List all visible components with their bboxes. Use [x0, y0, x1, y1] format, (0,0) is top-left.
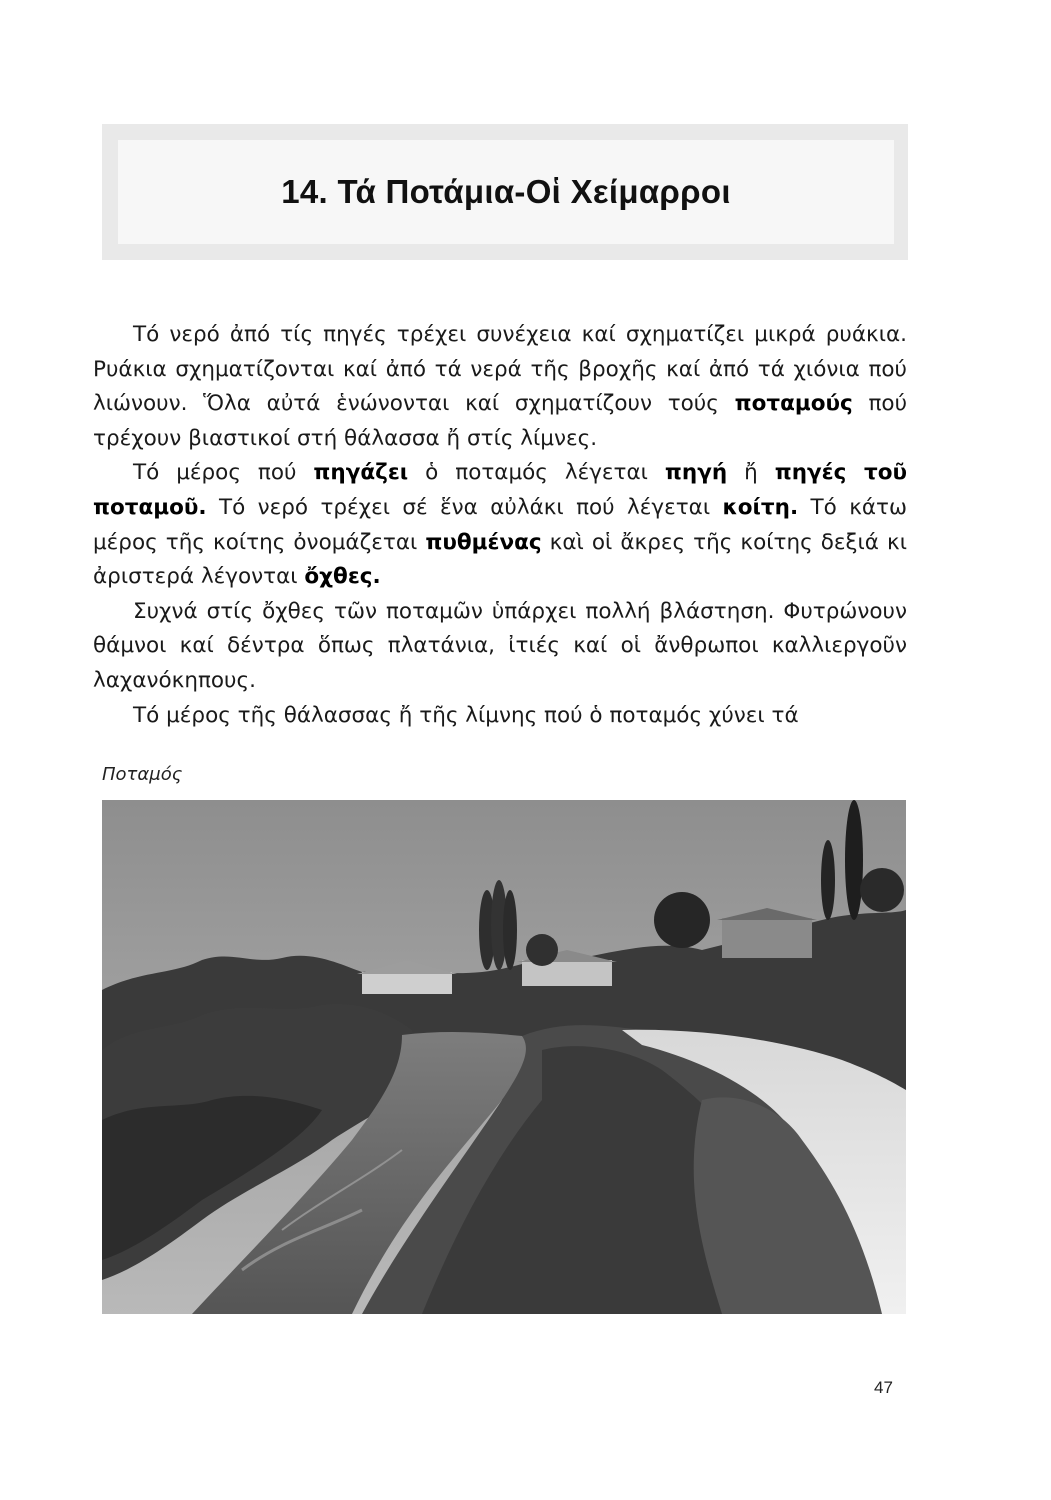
river-photo	[102, 800, 906, 1314]
term-potamous: ποταμούς	[734, 391, 853, 417]
paragraph-4: Τό μέρος τῆς θάλασσας ἤ τῆς λίμνης πού ὁ ποταμός χύνει τά	[133, 702, 799, 728]
body-text	[93, 318, 907, 733]
paragraph-1	[93, 318, 907, 456]
term-ochthes: ὄχθες.	[304, 564, 381, 590]
paragraph-3: Συχνά στίς ὄχθες τῶν ποταμῶν ὑπάρχει πολλή βλάστηση. Φυτρώνουν θάμνοι καί δέντρα ὅπως πλατάνια, ἰτιές καί οἱ ἄνθρωποι καλλιεργοῦν λαχανόκηπους.	[93, 598, 907, 693]
term-pigazei: πηγάζει	[313, 460, 409, 486]
text-run: ὁ ποταμός λέγεται	[408, 460, 665, 486]
text-run: Τό μέρος πού	[133, 460, 314, 486]
figure-caption: Ποταμός	[102, 764, 183, 785]
term-koiti: κοίτη.	[722, 494, 799, 520]
river-photo-illustration	[102, 800, 906, 1314]
term-piges-tou-potamou: πηγές τοῦ ποταμοῦ.	[93, 460, 907, 520]
paragraph-2	[93, 456, 907, 594]
term-pythmenas: πυθμένας	[425, 529, 542, 555]
text-run: Τό κάτω μέρος τῆς κοίτης ὀνομάζεται	[93, 494, 907, 555]
text-run: Τό νερό ἀπό τίς πηγές τρέχει συνέχεια καί σχηματίζει μικρά ρυάκια. Ρυάκια σχηματίζονται καί ἀπό τά νερά τῆς βροχῆς καί ἀπό τά χιόνια πού λιώνουν. Ὅλα αὐτά ἑνώνονται καί σχηματίζουν τούς	[93, 322, 907, 417]
text-run: Τό νερό τρέχει σέ ἕνα αὐλάκι πού λέγεται	[206, 494, 723, 520]
page-title: 14. Τά Ποτάμια-Οἱ Χείμαρροι	[281, 173, 731, 210]
text-run: καὶ οἱ ἄκρες τῆς κοίτης δεξιά κι ἀριστερά λέγονται	[93, 529, 907, 590]
title-panel	[118, 140, 894, 244]
page-number: 47	[874, 1378, 893, 1397]
term-pigi: πηγή	[664, 460, 728, 486]
text-run: ἤ	[727, 460, 775, 486]
text-run: πού τρέχουν βιαστικοί στή θάλασσα ἤ στίς λίμνες.	[93, 391, 908, 451]
